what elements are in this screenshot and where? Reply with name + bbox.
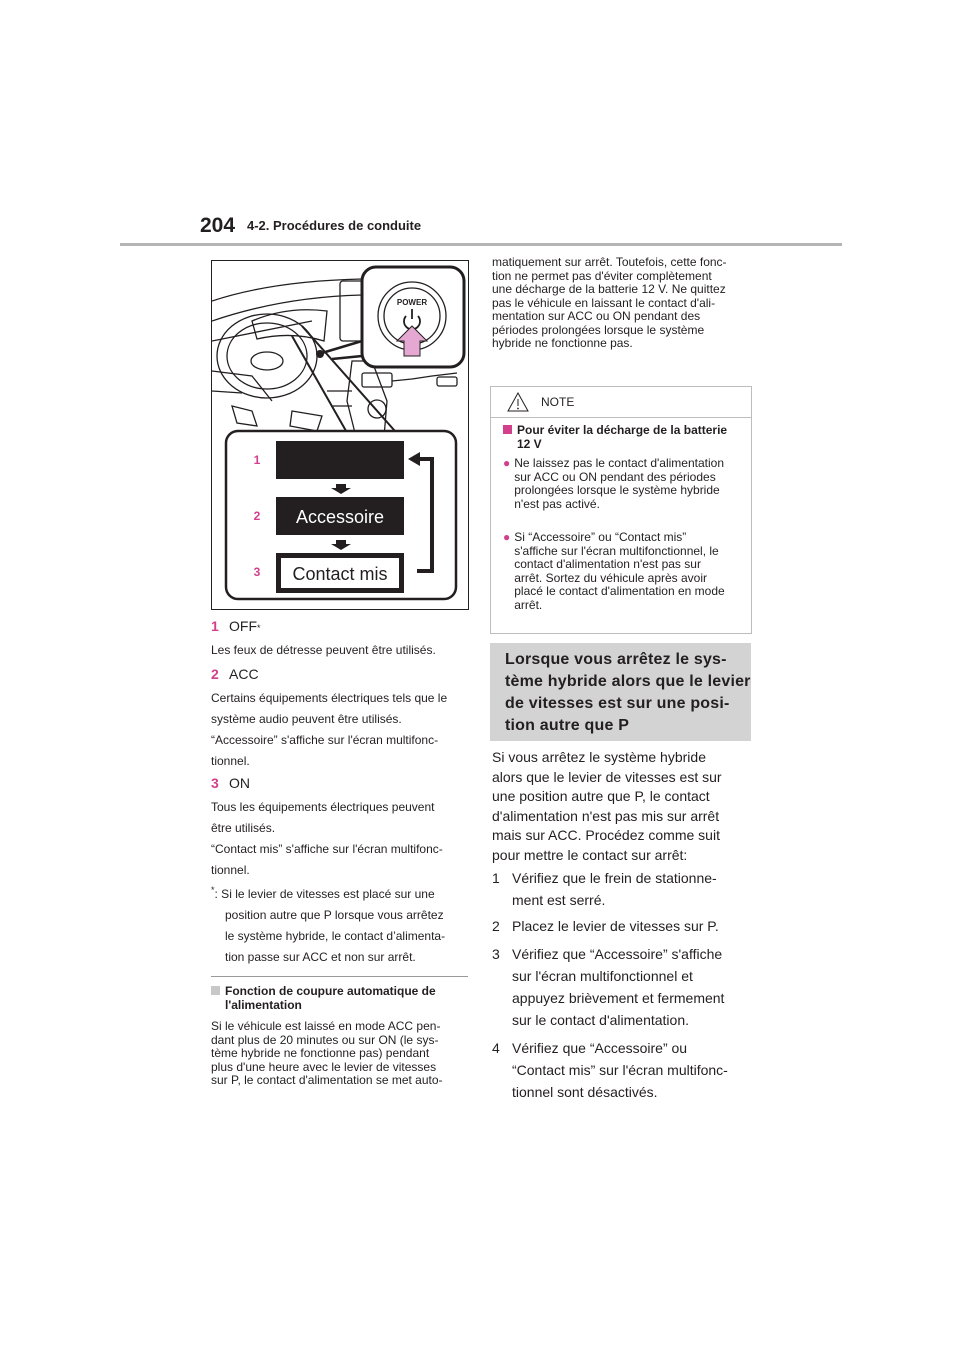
footnote-marker: *: [257, 623, 261, 633]
text-line: dant plus de 20 minutes ou sur ON (le sys-: [211, 1032, 439, 1047]
text-line: Si le véhicule est laissé en mode ACC pen-: [211, 1019, 441, 1033]
section-divider: [211, 976, 468, 977]
figure-label-1: 1: [253, 453, 261, 467]
power-switch-illustration: [211, 260, 469, 610]
text-line: Pour éviter la décharge de la batterie: [517, 423, 728, 437]
text-line: s'affiche sur l'écran multifonctionnel, le: [514, 543, 719, 558]
text-line: ment est serré.: [512, 892, 606, 908]
display-accessoire: Accessoire: [295, 507, 385, 527]
item-label: ACC: [229, 666, 259, 682]
item-acc-description: [211, 688, 468, 772]
section-title: 4-2. Procédures de conduite: [247, 218, 422, 233]
header-divider: [120, 243, 842, 246]
text-line: tionnel.: [211, 754, 250, 768]
text-line: d'alimentation n'est pas mis sur arrêt: [492, 807, 720, 824]
text-line: une position autre que P, le contact: [492, 788, 710, 804]
text-line: le système hybride, le contact d’alimenta-: [225, 929, 446, 943]
square-bullet-icon: [211, 986, 220, 995]
step-number: 3: [492, 946, 500, 962]
text-line: tion ne permet pas d'éviter complètement: [492, 268, 712, 283]
item-on-description: [211, 797, 468, 881]
text-line: Vérifiez que “Accessoire” ou: [512, 1040, 688, 1056]
text-line: “Accessoire” s'affiche sur l'écran multifonc-: [211, 733, 439, 747]
text-line: “Contact mis” sur l'écran multifonc-: [512, 1062, 728, 1078]
intro-paragraph: [492, 748, 752, 865]
item-off-description: Les feux de détresse peuvent être utilisés.: [211, 643, 436, 657]
item-label: ON: [229, 775, 250, 791]
text-line: Placez le levier de vitesses sur P.: [512, 918, 719, 934]
bullet-dot-icon: ●: [503, 456, 511, 470]
footnote: [211, 880, 468, 968]
step-1: [492, 867, 752, 911]
step-3: [492, 943, 752, 1031]
text-line: tème hybride alors que le levier: [505, 673, 751, 690]
item-on: [211, 775, 468, 791]
text-line: matiquement sur arrêt. Toutefois, cette fonc-: [492, 255, 727, 269]
text-line: position autre que P lorsque vous arrêtez: [225, 908, 444, 922]
footnote-marker: *: [211, 885, 215, 895]
note-heading: [503, 423, 743, 451]
step-number: 2: [492, 918, 500, 934]
text-line: sur le contact d'alimentation.: [512, 1012, 689, 1028]
text-line: hybride ne fonctionne pas.: [492, 336, 633, 350]
item-off: [211, 618, 468, 634]
page-number: 204: [200, 214, 236, 237]
note-bullet-1: [503, 457, 743, 511]
text-line: contact d'alimentation n'est pas sur: [514, 557, 701, 571]
text-line: système audio peuvent être utilisés.: [211, 712, 402, 726]
text-line: Certains équipements électriques tels que le: [211, 691, 448, 705]
figure-label-2: 2: [253, 509, 261, 523]
item-number: 2: [211, 666, 219, 682]
text-line: Lorsque vous arrêtez le sys-: [505, 651, 727, 668]
display-contact-mis: Contact mis: [292, 564, 388, 584]
text-line: Vérifiez que “Accessoire” s'affiche: [512, 946, 723, 962]
text-line: appuyez brièvement et fermement: [512, 990, 725, 1006]
square-bullet-icon: [503, 425, 512, 434]
item-acc: [211, 666, 468, 682]
text-line: Tous les équipements électriques peuvent: [211, 800, 435, 814]
text-line: pour mettre le contact sur arrêt:: [492, 846, 688, 863]
auto-off-paragraph: [211, 1020, 468, 1088]
text-line: sur l'écran multifonctionnel et: [512, 968, 693, 984]
text-line: tion autre que P: [505, 717, 630, 734]
text-line: n'est pas activé.: [514, 496, 600, 511]
step-number: 4: [492, 1040, 500, 1056]
text-line: mais sur ACC. Procédez comme suit: [492, 827, 720, 843]
text-line: arrêt. Sortez du véhicule après avoir: [514, 570, 708, 585]
text-line: pas le véhicule en laissant le contact d'ali-: [492, 295, 716, 310]
text-line: mentation sur ACC ou ON pendant des: [492, 309, 701, 323]
text-line: être utilisés.: [211, 821, 276, 835]
text-line: l'alimentation: [225, 998, 302, 1012]
text-line: alors que le levier de vitesses est sur: [492, 768, 722, 785]
text-line: : Si le levier de vitesses est placé sur une: [214, 887, 435, 901]
text-line: une décharge de la batterie 12 V. Ne quittez: [492, 282, 726, 296]
step-4: [492, 1037, 752, 1103]
text-line: Vérifiez que le frein de stationne-: [512, 870, 717, 886]
text-line: Si “Accessoire” ou “Contact mis”: [514, 530, 687, 544]
note-header: [491, 387, 751, 418]
text-line: Si vous arrêtez le système hybride: [492, 749, 706, 765]
text-line: prolongées lorsque le système hybride: [514, 483, 720, 497]
text-line: Fonction de coupure automatique de: [225, 984, 436, 998]
bullet-dot-icon: ●: [503, 530, 511, 544]
text-line: plus d'une heure avec le levier de vitesses: [211, 1059, 437, 1074]
warning-icon: [507, 392, 529, 412]
text-line: Ne laissez pas le contact d'alimentation: [514, 456, 724, 470]
text-line: arrêt.: [514, 597, 543, 612]
note-label: NOTE: [541, 395, 575, 409]
text-line: tionnel.: [211, 863, 250, 877]
text-line: périodes prolongées lorsque le système: [492, 322, 705, 337]
item-label: OFF: [229, 618, 257, 634]
banner-heading: [505, 649, 751, 737]
item-number: 1: [211, 618, 219, 634]
text-line: 12 V: [517, 437, 542, 451]
text-line: tion passe sur ACC et non sur arrêt.: [225, 950, 416, 964]
text-line: de vitesses est sur une posi-: [505, 695, 730, 712]
dashboard-drawing: [212, 261, 468, 609]
note-box: [490, 386, 752, 634]
item-number: 3: [211, 775, 219, 791]
auto-off-continuation: [492, 256, 752, 351]
text-line: sur P, le contact d'alimentation se met auto-: [211, 1073, 443, 1087]
step-number: 1: [492, 870, 500, 886]
text-line: placé le contact d'alimentation en mode: [514, 584, 725, 598]
text-line: tionnel sont désactivés.: [512, 1084, 658, 1100]
text-line: sur ACC ou ON pendant des périodes: [514, 469, 716, 484]
power-button-label: POWER: [396, 298, 428, 307]
section-banner: [490, 643, 751, 741]
subheading-auto-off: [211, 984, 468, 1012]
figure-label-3: 3: [253, 565, 261, 579]
note-bullet-2: [503, 531, 743, 612]
step-2: [492, 915, 752, 937]
text-line: tème hybride ne fonctionne pas) pendant: [211, 1046, 430, 1060]
text-line: “Contact mis” s'affiche sur l'écran multifonc-: [211, 842, 443, 856]
